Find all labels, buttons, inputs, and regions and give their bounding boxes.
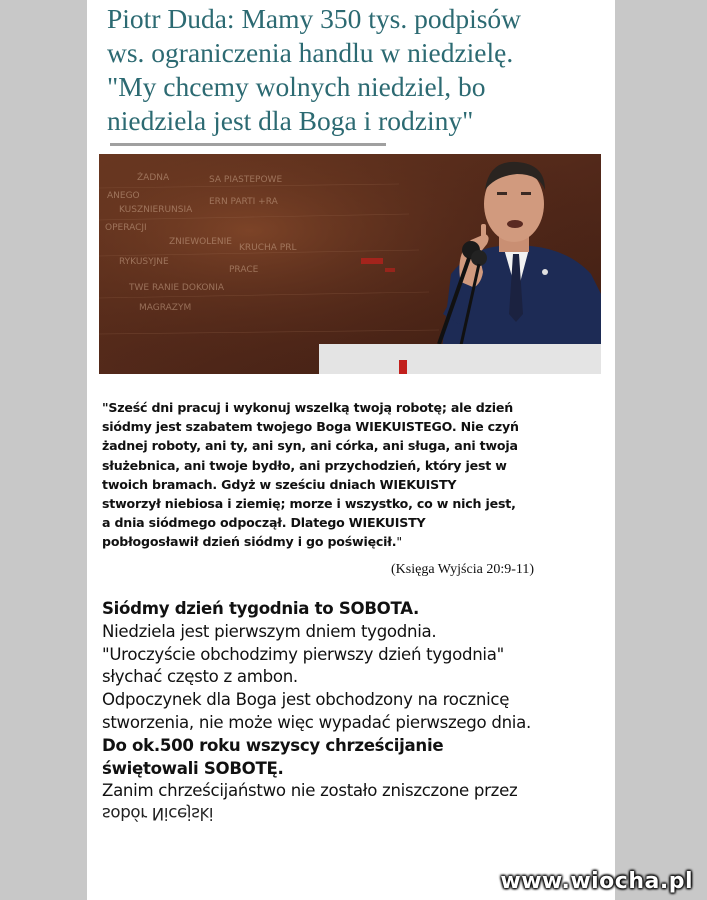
photo-illustration xyxy=(99,154,601,374)
quote-line: siódmy jest szabatem twojego Boga WIEKUISTEGO. Nie czyń xyxy=(102,419,519,435)
quote-line: "Sześć dni pracuj i wykonuj wszelką twoją robotę; ale dzień xyxy=(102,400,513,415)
quote-last-line: pobłogosławił dzień siódmy i go poświęcił. xyxy=(102,534,397,550)
quote-line: służebnica, ani twoje bydło, ani przychodzień, który jest w xyxy=(102,457,507,473)
quote-line: żadnej roboty, ani ty, ani syn, ani córka, ani sługa, ani twoja xyxy=(102,438,518,454)
quote-source: (Księga Wyjścia 20:9-11) xyxy=(391,562,535,577)
wall-text: RYKUSYJNE xyxy=(119,257,169,267)
wall-text: KRUCHA PRL xyxy=(239,243,297,253)
mirrored-text: sobór Nicejski xyxy=(102,803,214,823)
site-watermark: www.wiocha.pl xyxy=(500,869,693,894)
wall-text: ERN PARTI +RA xyxy=(209,197,278,207)
article-headline xyxy=(107,2,607,138)
commentary-line: Do ok.500 roku wszyscy chrześcijanie xyxy=(102,735,444,755)
commentary-line: Odpoczynek dla Boga jest obchodzony na rocznicę xyxy=(102,690,510,710)
wall-text: KUSZNIERUNSIA xyxy=(119,205,193,215)
speaker-photo xyxy=(99,154,601,374)
scripture-quote xyxy=(102,398,602,552)
wall-text: PRACE xyxy=(229,265,259,275)
wall-text: ŻADNA xyxy=(137,173,170,183)
commentary-line: słychać często z ambon. xyxy=(102,667,298,687)
commentary-text xyxy=(102,598,607,826)
commentary-line: Zanim chrześcijaństwo nie zostało zniszczone przez xyxy=(102,781,518,801)
wall-text: ZNIEWOLENIE xyxy=(169,237,232,247)
quote-line: stworzył niebiosa i ziemię; morze i wszystko, co w nich jest, xyxy=(102,496,516,512)
quote-line: twoich bramach. Gdyż w sześciu dniach WIEKUISTY xyxy=(102,476,457,492)
headline-line: Piotr Duda: Mamy 350 tys. podpisów xyxy=(107,3,522,34)
wall-text: TWE RANIE DOKONIA xyxy=(129,283,224,293)
commentary-line-mirrored xyxy=(102,803,607,826)
commentary-line: Niedziela jest pierwszym dniem tygodnia. xyxy=(102,621,437,641)
commentary-line: stworzenia, nie może więc wypadać pierwszego dnia. xyxy=(102,712,531,732)
headline-underline xyxy=(110,143,386,146)
commentary-line: "Uroczyście obchodzimy pierwszy dzień tygodnia" xyxy=(102,644,504,664)
commentary-line: świętowali SOBOTĘ. xyxy=(102,758,284,778)
wall-text: OPERACJI xyxy=(105,223,147,233)
quote-line xyxy=(102,532,602,551)
quote-line: a dnia siódmego odpoczął. Dlatego WIEKUISTY xyxy=(102,515,426,531)
article-page xyxy=(87,0,615,900)
wall-text: MAGRAZYM xyxy=(139,303,192,313)
headline-line: "My chcemy wolnych niedziel, bo xyxy=(107,71,486,102)
headline-line: niedziela jest dla Boga i rodziny" xyxy=(107,105,474,136)
wall-text: ANEGO xyxy=(107,191,140,201)
quote-closing-mark: " xyxy=(396,534,402,550)
commentary-line: Siódmy dzień tygodnia to SOBOTA. xyxy=(102,599,420,618)
headline-line: ws. ograniczenia handlu w niedzielę. xyxy=(107,37,514,68)
wall-text: SA PIASTEPOWE xyxy=(209,175,283,185)
